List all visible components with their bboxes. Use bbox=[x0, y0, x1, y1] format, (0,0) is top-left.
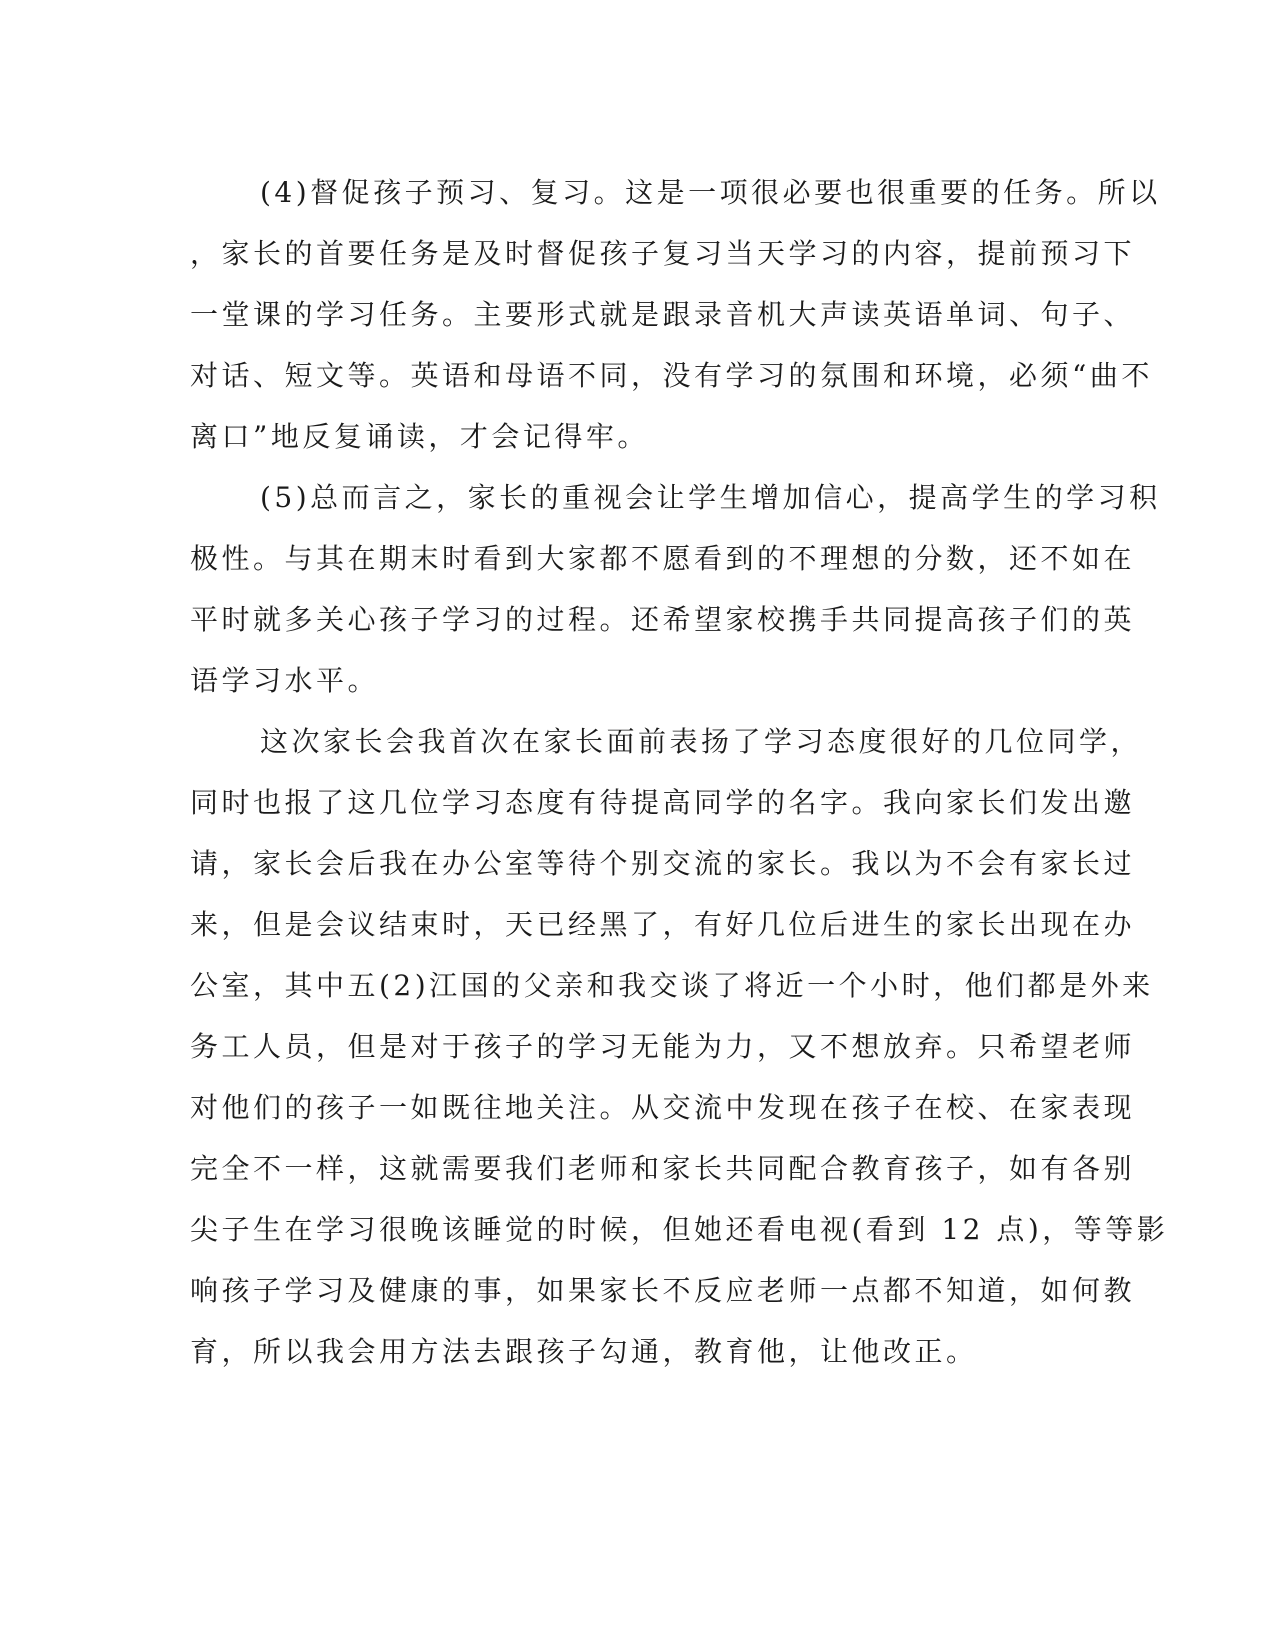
text-line: 同时也报了这几位学习态度有待提高同学的名字。我向家长们发出邀 bbox=[190, 786, 1136, 819]
text-line: ，家长的首要任务是及时督促孩子复习当天学习的内容，提前预习下 bbox=[190, 237, 1136, 270]
text-line: (4)督促孩子预习、复习。这是一项很必要也很重要的任务。所以 bbox=[260, 176, 1161, 209]
text-line: 对他们的孩子一如既往地关注。从交流中发现在孩子在校、在家表现 bbox=[190, 1091, 1136, 1124]
document-body bbox=[190, 162, 1169, 1382]
text-line: 务工人员，但是对于孩子的学习无能为力，又不想放弃。只希望老师 bbox=[190, 1030, 1136, 1063]
text-line: 尖子生在学习很晚该睡觉的时候，但她还看电视(看到 12 点)，等等影 bbox=[190, 1213, 1169, 1246]
paragraph-parent-meeting bbox=[190, 711, 1169, 1382]
text-line: 语学习水平。 bbox=[190, 664, 380, 697]
text-line: 极性。与其在期末时看到大家都不愿看到的不理想的分数，还不如在 bbox=[190, 542, 1136, 575]
text-line: 对话、短文等。英语和母语不同，没有学习的氛围和环境，必须“曲不 bbox=[190, 359, 1153, 392]
paragraph-summary bbox=[190, 467, 1161, 711]
text-line: (5)总而言之，家长的重视会让学生增加信心，提高学生的学习积 bbox=[260, 481, 1161, 514]
text-line: 公室，其中五(2)江国的父亲和我交谈了将近一个小时，他们都是外来 bbox=[190, 969, 1154, 1002]
text-line: 请，家长会后我在办公室等待个别交流的家长。我以为不会有家长过 bbox=[190, 847, 1136, 880]
text-line: 来，但是会议结束时，天已经黑了，有好几位后进生的家长出现在办 bbox=[190, 908, 1136, 941]
text-line: 响孩子学习及健康的事，如果家长不反应老师一点都不知道，如何教 bbox=[190, 1274, 1136, 1307]
text-line: 育，所以我会用方法去跟孩子勾通，教育他，让他改正。 bbox=[190, 1335, 978, 1368]
text-line: 这次家长会我首次在家长面前表扬了学习态度很好的几位同学， bbox=[260, 725, 1143, 758]
text-line: 一堂课的学习任务。主要形式就是跟录音机大声读英语单词、句子、 bbox=[190, 298, 1136, 331]
text-line: 完全不一样，这就需要我们老师和家长共同配合教育孩子，如有各别 bbox=[190, 1152, 1136, 1185]
text-line: 离口”地反复诵读，才会记得牢。 bbox=[190, 420, 649, 453]
text-line: 平时就多关心孩子学习的过程。还希望家校携手共同提高孩子们的英 bbox=[190, 603, 1136, 636]
paragraph-homework-supervision bbox=[190, 162, 1161, 467]
